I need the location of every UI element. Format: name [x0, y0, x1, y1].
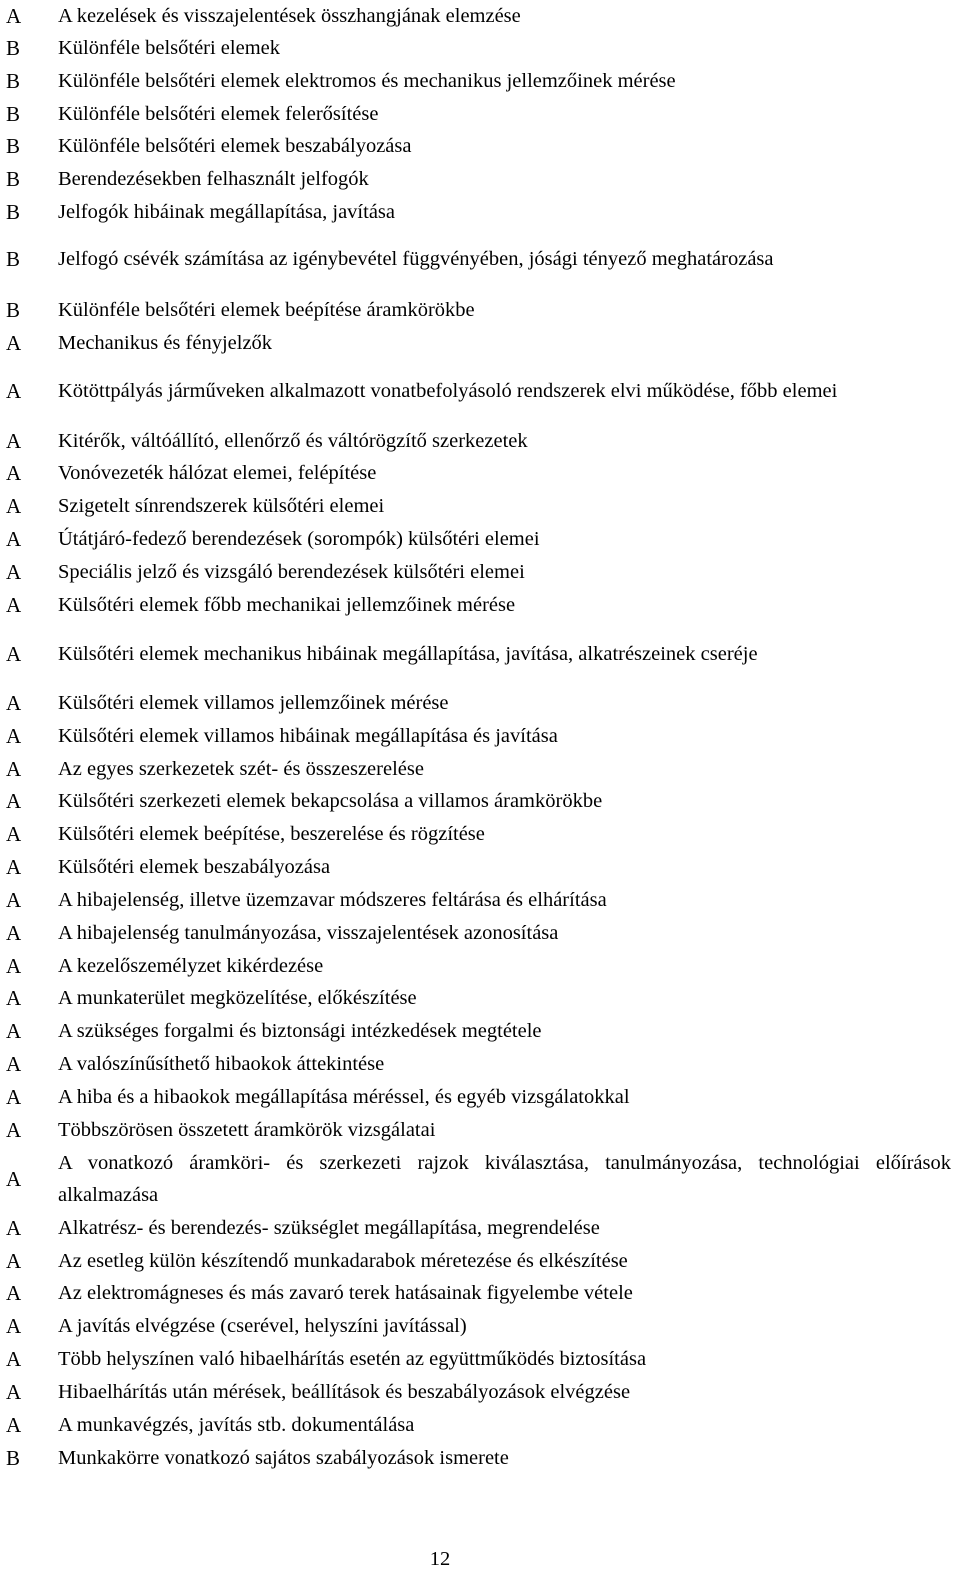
level-code: B: [6, 247, 21, 271]
list-item: [0, 523, 960, 555]
list-item: [0, 785, 960, 817]
list-item: [0, 1015, 960, 1047]
item-description: Külsőtéri elemek beszabályozása: [58, 856, 331, 878]
item-description: A hiba és a hibaokok megállapítása méréssel, és egyéb vizsgálatokkal: [58, 1086, 630, 1108]
list-item: [0, 1277, 960, 1309]
list-item: [0, 753, 960, 785]
item-description: A javítás elvégzése (cserével, helyszíni javítással): [58, 1315, 467, 1337]
level-code: A: [6, 986, 22, 1010]
item-description: Külsőtéri elemek villamos jellemzőinek mérése: [58, 692, 449, 714]
item-description: Külsőtéri elemek mechanikus hibáinak megállapítása, javítása, alkatrészeinek cseréje: [58, 643, 758, 665]
level-code: A: [6, 1216, 22, 1240]
item-description: Speciális jelző és vizsgáló berendezések külsőtéri elemei: [58, 561, 525, 583]
item-description: Külsőtéri elemek villamos hibáinak megállapítása és javítása: [58, 725, 558, 747]
item-description: Vonóvezeték hálózat elemei, felépítése: [58, 462, 377, 484]
item-description: A szükséges forgalmi és biztonsági intézkedések megtétele: [58, 1020, 542, 1042]
item-description: Különféle belsőtéri elemek elektromos és mechanikus jellemzőinek mérése: [58, 70, 676, 92]
level-code: A: [6, 691, 22, 715]
item-description: Jelfogók hibáinak megállapítása, javítása: [58, 201, 395, 223]
list-item: [0, 1245, 960, 1277]
list-item: [0, 457, 960, 489]
level-code: A: [6, 1052, 22, 1076]
item-description: Jelfogó csévék számítása az igénybevétel függvényében, jósági tényező meghatározása: [58, 248, 774, 270]
list-item: [0, 425, 960, 457]
level-code: B: [6, 167, 21, 191]
item-description: Munkakörre vonatkozó sajátos szabályozások ismerete: [58, 1447, 509, 1469]
level-code: B: [6, 134, 21, 158]
item-description: Alkatrész- és berendezés- szükséglet megállapítása, megrendelése: [58, 1217, 600, 1239]
level-code: A: [6, 4, 22, 28]
item-description: A munkaterület megközelítése, előkészítése: [58, 987, 417, 1009]
list-item: [0, 1409, 960, 1441]
level-code: A: [6, 331, 22, 355]
item-description: A kezelőszemélyzet kikérdezése: [58, 955, 324, 977]
list-item: [0, 227, 960, 291]
level-code: A: [6, 888, 22, 912]
item-description: Mechanikus és fényjelzők: [58, 332, 273, 354]
item-description: Szigetelt sínrendszerek külsőtéri elemei: [58, 495, 385, 517]
level-code: A: [6, 724, 22, 748]
item-description: Az egyes szerkezetek szét- és összeszerelése: [58, 758, 424, 780]
level-code: A: [6, 560, 22, 584]
item-description: Több helyszínen való hibaelhárítás esetén az együttműködés biztosítása: [58, 1348, 647, 1370]
level-code: A: [6, 527, 22, 551]
level-code: A: [6, 789, 22, 813]
list-item: [0, 1081, 960, 1113]
list-item: [0, 32, 960, 64]
level-code: B: [6, 1446, 21, 1470]
item-description: Többszörösen összetett áramkörök vizsgálatai: [58, 1119, 436, 1141]
level-code: A: [6, 1167, 22, 1191]
item-description: A hibajelenség tanulmányozása, visszajelentések azonosítása: [58, 922, 559, 944]
item-description: Az esetleg külön készítendő munkadarabok méretezése és elkészítése: [58, 1250, 628, 1272]
list-item: [0, 720, 960, 752]
level-code: A: [6, 379, 22, 403]
level-code: A: [6, 1347, 22, 1371]
item-description: Külsőtéri elemek beépítése, beszerelése és rögzítése: [58, 823, 485, 845]
level-code: A: [6, 1380, 22, 1404]
list-item: [0, 1212, 960, 1244]
level-code: A: [6, 954, 22, 978]
item-description: A valószínűsíthető hibaokok áttekintése: [58, 1053, 385, 1075]
level-code: A: [6, 593, 22, 617]
item-description: Különféle belsőtéri elemek felerősítése: [58, 103, 379, 125]
level-code: A: [6, 1314, 22, 1338]
item-description: Hibaelhárítás után mérések, beállítások és beszabályozások elvégzése: [58, 1381, 631, 1403]
level-code: A: [6, 1019, 22, 1043]
level-code: A: [6, 494, 22, 518]
level-code: A: [6, 1085, 22, 1109]
list-item: [0, 0, 960, 32]
list-item: [0, 638, 960, 670]
list-item: [0, 327, 960, 359]
list-item: [0, 359, 960, 423]
level-code: A: [6, 461, 22, 485]
level-code: A: [6, 642, 22, 666]
level-code: B: [6, 200, 21, 224]
level-code: A: [6, 1249, 22, 1273]
item-description: Különféle belsőtéri elemek: [58, 37, 280, 59]
level-code: A: [6, 1118, 22, 1142]
item-description: Külsőtéri szerkezeti elemek bekapcsolása a villamos áramkörökbe: [58, 790, 603, 812]
list-item: [0, 163, 960, 195]
list-item: [0, 950, 960, 982]
list-item: [0, 917, 960, 949]
item-description: Különféle belsőtéri elemek beépítése áramkörökbe: [58, 299, 475, 321]
level-code: B: [6, 36, 21, 60]
level-code: A: [6, 429, 22, 453]
item-description: Külsőtéri elemek főbb mechanikai jellemzőinek mérése: [58, 594, 516, 616]
level-code: B: [6, 69, 21, 93]
list-item: [0, 687, 960, 719]
list-item: [0, 130, 960, 162]
list-item: [0, 851, 960, 883]
level-code: A: [6, 1413, 22, 1437]
level-code: B: [6, 102, 21, 126]
item-description: A hibajelenség, illetve üzemzavar módszeres feltárása és elhárítása: [58, 889, 607, 911]
list-item: [0, 556, 960, 588]
page-number: 12: [429, 1548, 451, 1570]
level-code: A: [6, 1281, 22, 1305]
level-code: A: [6, 757, 22, 781]
list-item: [0, 1376, 960, 1408]
list-item: [0, 65, 960, 97]
item-description: Útátjáró-fedező berendezések (sorompók) külsőtéri elemei: [58, 528, 540, 550]
list-item: [0, 1048, 960, 1080]
item-description: Berendezésekben felhasznált jelfogók: [58, 168, 369, 190]
list-item: [0, 982, 960, 1014]
level-code: A: [6, 855, 22, 879]
list-item: [0, 196, 960, 228]
list-item: [0, 884, 960, 916]
level-code: A: [6, 822, 22, 846]
item-description: Kitérők, váltóállító, ellenőrző és váltórögzítő szerkezetek: [58, 430, 528, 452]
list-item: [0, 1147, 960, 1211]
level-code: A: [6, 921, 22, 945]
item-description: A kezelések és visszajelentések összhangjának elemzése: [58, 5, 521, 27]
list-item: [0, 1310, 960, 1342]
item-description: Kötöttpályás járműveken alkalmazott vonatbefolyásoló rendszerek elvi működése, főbb elemei: [58, 380, 838, 402]
list-item: [0, 818, 960, 850]
list-item: [0, 1114, 960, 1146]
list-item: [0, 589, 960, 621]
item-description: Az elektromágneses és más zavaró terek hatásainak figyelembe vétele: [58, 1282, 633, 1304]
list-item: [0, 294, 960, 326]
list-item: [0, 1442, 960, 1474]
item-description: Különféle belsőtéri elemek beszabályozása: [58, 135, 412, 157]
list-item: [0, 98, 960, 130]
level-code: B: [6, 298, 21, 322]
list-item: [0, 1343, 960, 1375]
item-description: A vonatkozó áramköri- és szerkezeti rajzok kiválasztása, tanulmányozása, technológiai előírások alkalmazása: [58, 1152, 951, 1206]
list-item: [0, 490, 960, 522]
item-description: A munkavégzés, javítás stb. dokumentálása: [58, 1414, 415, 1436]
